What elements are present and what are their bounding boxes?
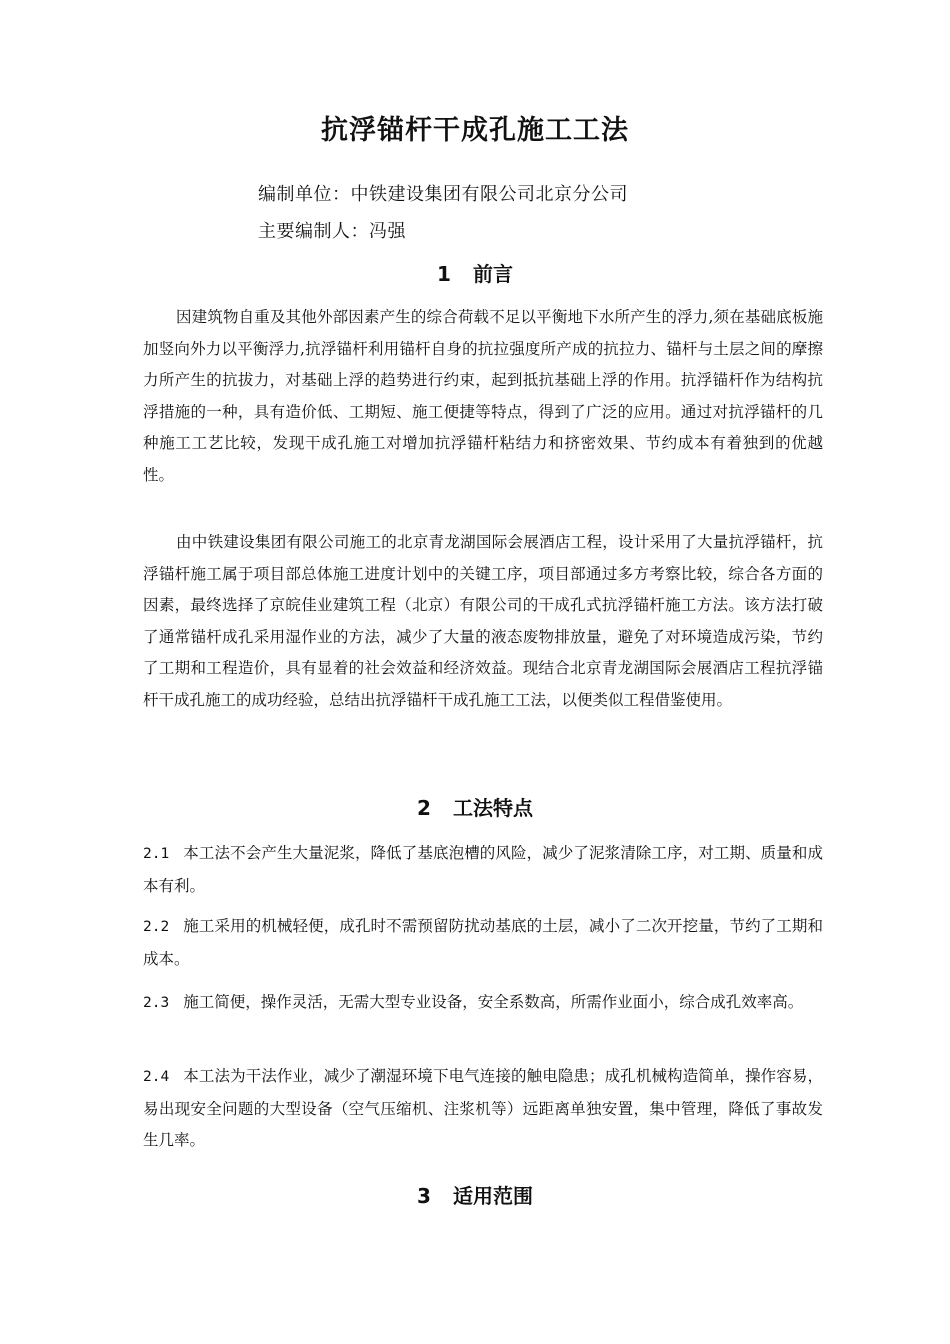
section-heading-1	[0, 258, 950, 287]
section-number: 2	[417, 796, 431, 820]
main-compiler: 主要编制人：冯强	[258, 221, 406, 242]
feature-item-2-3	[143, 987, 823, 1020]
item-number: 2.4	[143, 1069, 170, 1085]
document-title: 抗浮锚杆干成孔施工工法	[321, 115, 629, 146]
section-title: 前言	[472, 262, 513, 286]
item-number: 2.2	[143, 919, 170, 935]
paragraph: 由中铁建设集团有限公司施工的北京青龙湖国际会展酒店工程，设计采用了大量抗浮锚杆，抗浮锚杆施工属于项目部总体施工进度计划中的关键工序，项目部通过多方考察比较，综合各方面的因素，最终选择了京皖佳业建筑工程（北京）有限公司的干成孔式抗浮锚杆施工方法。该方法打破了通常锚杆成孔采用湿作业的方法，减少了大量的液态废物排放量，避免了对环境造成污染，节约了工期和工程造价，具有显着的社会效益和经济效益。现结合北京青龙湖国际会展酒店工程抗浮锚杆干成孔施工的成功经验，总结出抗浮锚杆干成孔施工工法，以便类似工程借鉴使用。	[143, 533, 823, 709]
feature-item-2-4	[143, 1061, 823, 1157]
item-text: 施工采用的机械轻便，成孔时不需预留防扰动基底的土层，减小了二次开挖量，节约了工期和成本。	[143, 917, 823, 968]
section-number: 3	[417, 1184, 431, 1208]
feature-item-2-2	[143, 911, 823, 975]
section-title: 工法特点	[452, 796, 533, 820]
section-heading-3	[0, 1180, 950, 1209]
item-text: 本工法为干法作业，减少了潮湿环境下电气连接的触电隐患；成孔机械构造简单，操作容易，易出现安全问题的大型设备（空气压缩机、注浆机等）远距离单独安置，集中管理，降低了事故发生几率。	[143, 1067, 823, 1149]
item-text: 施工简便，操作灵活，无需大型专业设备，安全系数高，所需作业面小，综合成孔效率高。	[183, 993, 804, 1011]
paragraph: 因建筑物自重及其他外部因素产生的综合荷载不足以平衡地下水所产生的浮力,须在基础底板施加竖向外力以平衡浮力,抗浮锚杆利用锚杆自身的抗拉强度所产成的抗拉力、锚杆与土层之间的摩擦力所产生的抗拔力，对基础上浮的趋势进行约束，起到抵抗基础上浮的作用。抗浮锚杆作为结构抗浮措施的一种，具有造价低、工期短、施工便捷等特点，得到了广泛的应用。通过对抗浮锚杆的几种施工工艺比较，发现干成孔施工对增加抗浮锚杆粘结力和挤密效果、节约成本有着独到的优越性。	[143, 308, 823, 484]
section-heading-2	[0, 792, 950, 821]
compiling-unit: 编制单位：中铁建设集团有限公司北京分公司	[258, 184, 628, 205]
item-number: 2.3	[143, 995, 170, 1011]
feature-item-2-1	[143, 838, 823, 902]
section-number: 1	[437, 262, 451, 286]
section-title: 适用范围	[452, 1184, 533, 1208]
item-number: 2.1	[143, 846, 170, 862]
item-text: 本工法不会产生大量泥浆，降低了基底泡槽的风险，减少了泥浆清除工序，对工期、质量和成本有利。	[143, 844, 823, 895]
